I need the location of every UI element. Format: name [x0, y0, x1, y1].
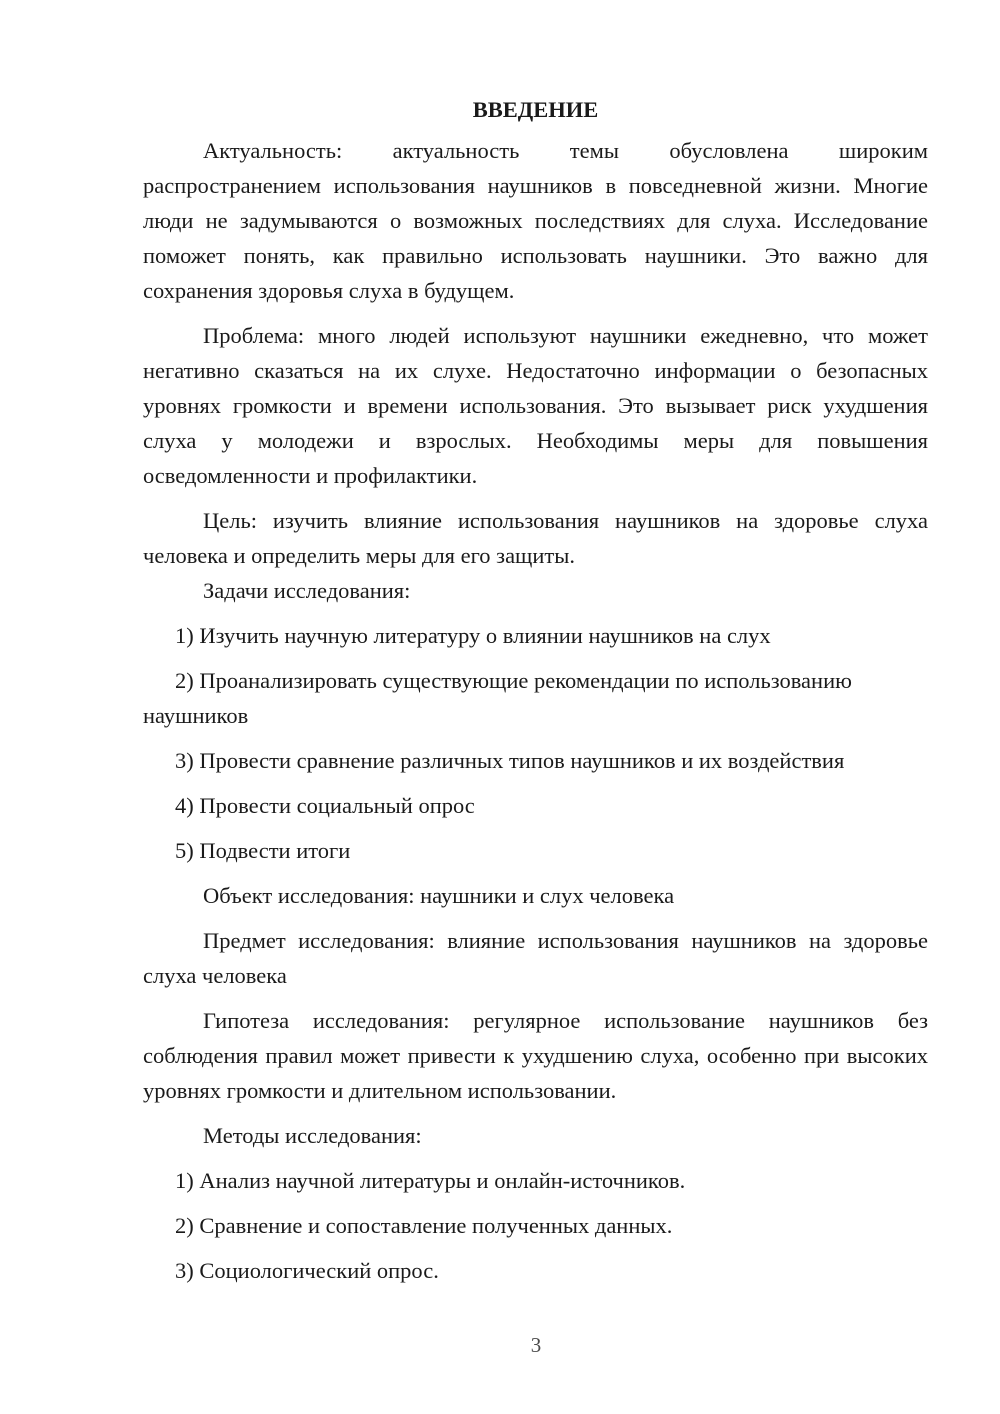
section-title: ВВЕДЕНИЕ — [472, 97, 599, 122]
task-item: 1) Изучить научную литературу о влиянии наушников на слух — [175, 623, 771, 648]
methods-list — [143, 1163, 928, 1288]
page-number: 3 — [530, 1333, 542, 1357]
tasks-list — [143, 618, 928, 868]
method-item: 2) Сравнение и сопоставление полученных данных. — [175, 1213, 673, 1238]
task-item: 4) Провести социальный опрос — [175, 793, 475, 818]
object-paragraph: Объект исследования: наушники и слух человека — [203, 883, 675, 908]
task-item: 2) Проанализировать существующие рекомендации по использованию наушников — [143, 668, 852, 728]
task-item: 3) Провести сравнение различных типов наушников и их воздействия — [175, 748, 845, 773]
task-item: 5) Подвести итоги — [175, 838, 351, 863]
hypothesis-paragraph: Гипотеза исследования: регулярное использование наушников без соблюдения правил может привести к ухудшению слуха, особенно при высоких уровнях громкости и длительном использовании. — [143, 1008, 928, 1103]
methods-heading: Методы исследования: — [203, 1123, 422, 1148]
document-page — [143, 92, 928, 1288]
goal-paragraph: Цель: изучить влияние использования наушников на здоровье слуха человека и определить меры для его защиты. — [143, 508, 928, 568]
relevance-paragraph: Актуальность: актуальность темы обусловлена широким распространением использования наушников в повседневной жизни. Многие люди не задумываются о возможных последствиях для слуха. Исследование поможет понять, как правильно использовать наушники. Это важно для сохранения здоровья слуха в будущем. — [143, 138, 928, 303]
method-item: 1) Анализ научной литературы и онлайн-источников. — [175, 1168, 686, 1193]
tasks-heading: Задачи исследования: — [203, 578, 411, 603]
method-item: 3) Социологический опрос. — [175, 1258, 439, 1283]
subject-paragraph: Предмет исследования: влияние использования наушников на здоровье слуха человека — [143, 928, 928, 988]
problem-paragraph: Проблема: много людей используют наушники ежедневно, что может негативно сказаться на их слухе. Недостаточно информации о безопасных уровнях громкости и времени использования. Это вызывает риск ухудшения слуха у молодежи и взрослых. Необходимы меры для повышения осведомленности и профилактики. — [143, 323, 928, 488]
